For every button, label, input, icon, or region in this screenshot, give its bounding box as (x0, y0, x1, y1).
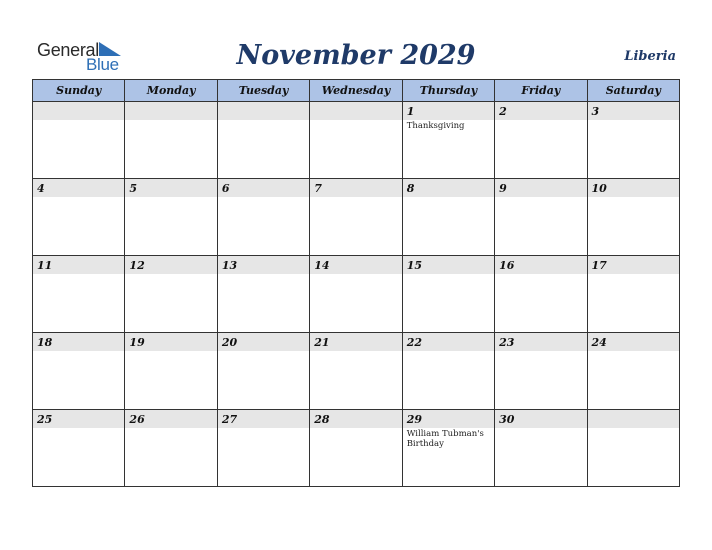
day-cell (310, 179, 402, 256)
day-cell (495, 179, 587, 256)
day-number: 26 (129, 413, 145, 426)
weekday-saturday: Saturday (587, 80, 679, 102)
day-number: 7 (314, 182, 322, 195)
day-cell (217, 179, 309, 256)
day-cell (125, 179, 217, 256)
weekday-tuesday: Tuesday (217, 80, 309, 102)
day-number: 23 (499, 336, 515, 349)
day-number-band (125, 256, 216, 274)
week-row (33, 179, 680, 256)
day-number-band (33, 333, 124, 351)
day-number: 16 (499, 259, 515, 272)
day-number-band (403, 179, 494, 197)
day-number-band (495, 102, 586, 120)
day-number: 3 (591, 105, 600, 118)
day-number: 11 (37, 259, 53, 272)
day-number: 5 (129, 182, 138, 195)
weekday-wednesday: Wednesday (310, 80, 402, 102)
day-number-band (33, 102, 124, 120)
country-label: Liberia (624, 49, 676, 64)
day-cell (587, 179, 679, 256)
day-number: 28 (314, 413, 330, 426)
day-cell (402, 179, 494, 256)
day-number: 13 (221, 259, 238, 272)
day-number-band (310, 333, 401, 351)
day-cell (125, 410, 217, 487)
day-number: 24 (591, 336, 607, 349)
day-cell (217, 333, 309, 410)
week-row (33, 410, 680, 487)
day-cell (587, 102, 679, 179)
day-number: 25 (37, 413, 53, 426)
holiday-label: William Tubman's Birthday (406, 429, 484, 449)
day-cell (587, 333, 679, 410)
day-number-band (495, 179, 586, 197)
day-cell (310, 410, 402, 487)
day-cell (33, 102, 125, 179)
day-cell (402, 256, 494, 333)
day-number-band (588, 333, 679, 351)
day-cell (125, 102, 217, 179)
day-cell (310, 256, 402, 333)
day-cell (33, 410, 125, 487)
day-number-band (125, 102, 216, 120)
day-number-band (403, 410, 494, 428)
weekday-sunday: Sunday (33, 80, 125, 102)
day-number-band (218, 179, 309, 197)
day-cell (125, 256, 217, 333)
day-number-band (218, 256, 309, 274)
day-number-band (495, 256, 586, 274)
day-number-band (588, 256, 679, 274)
day-number-band (125, 333, 216, 351)
week-row (33, 333, 680, 410)
day-number: 22 (406, 336, 422, 349)
day-cell (495, 256, 587, 333)
day-number: 10 (591, 182, 607, 195)
day-number: 9 (499, 182, 507, 195)
week-row (33, 256, 680, 333)
day-cell (587, 256, 679, 333)
day-number-band (218, 102, 309, 120)
week-row (33, 102, 680, 179)
day-number: 27 (221, 413, 238, 426)
day-number-band (218, 333, 309, 351)
day-cell (33, 179, 125, 256)
day-cell (495, 333, 587, 410)
day-cell (402, 333, 494, 410)
day-number-band (310, 179, 401, 197)
day-number-band (218, 410, 309, 428)
day-cell (495, 102, 587, 179)
weekday-monday: Monday (125, 80, 217, 102)
day-number: 12 (129, 259, 145, 272)
day-number-band (33, 179, 124, 197)
day-number-band (495, 333, 586, 351)
day-cell (125, 333, 217, 410)
day-number-band (125, 410, 216, 428)
calendar-grid (32, 79, 680, 487)
day-cell (217, 102, 309, 179)
day-number: 17 (591, 259, 607, 272)
day-number: 18 (37, 336, 53, 349)
day-number-band (403, 256, 494, 274)
day-number-band (33, 410, 124, 428)
weekday-thursday: Thursday (402, 80, 494, 102)
day-cell (33, 333, 125, 410)
weekday-header-row (33, 80, 680, 102)
day-number: 21 (314, 336, 330, 349)
day-number: 6 (221, 182, 230, 195)
day-number: 15 (406, 259, 422, 272)
weekday-friday: Friday (495, 80, 587, 102)
day-number-band (588, 410, 679, 428)
day-number: 14 (314, 259, 330, 272)
day-cell (587, 410, 679, 487)
logo-text-blue: Blue (86, 55, 119, 74)
day-cell (495, 410, 587, 487)
day-number: 29 (406, 413, 422, 426)
day-cell (217, 410, 309, 487)
day-cell (402, 410, 494, 487)
day-number: 8 (406, 182, 415, 195)
day-number: 4 (37, 182, 45, 195)
day-number: 2 (499, 105, 507, 118)
day-number-band (310, 256, 401, 274)
day-number: 20 (221, 336, 238, 349)
holiday-label: Thanksgiving (406, 121, 465, 131)
page-title: November 2029 (236, 40, 476, 71)
day-number-band (403, 333, 494, 351)
day-number: 1 (406, 105, 415, 118)
day-cell (33, 256, 125, 333)
day-number-band (403, 102, 494, 120)
day-number-band (125, 179, 216, 197)
day-number-band (310, 410, 401, 428)
day-cell (310, 102, 402, 179)
day-cell (217, 256, 309, 333)
day-number-band (495, 410, 586, 428)
day-cell (402, 102, 494, 179)
logo-text-general: General (37, 40, 99, 60)
day-number-band (588, 102, 679, 120)
day-cell (310, 333, 402, 410)
day-number-band (588, 179, 679, 197)
day-number: 19 (129, 336, 145, 349)
day-number: 30 (499, 413, 515, 426)
day-number-band (33, 256, 124, 274)
day-number-band (310, 102, 401, 120)
